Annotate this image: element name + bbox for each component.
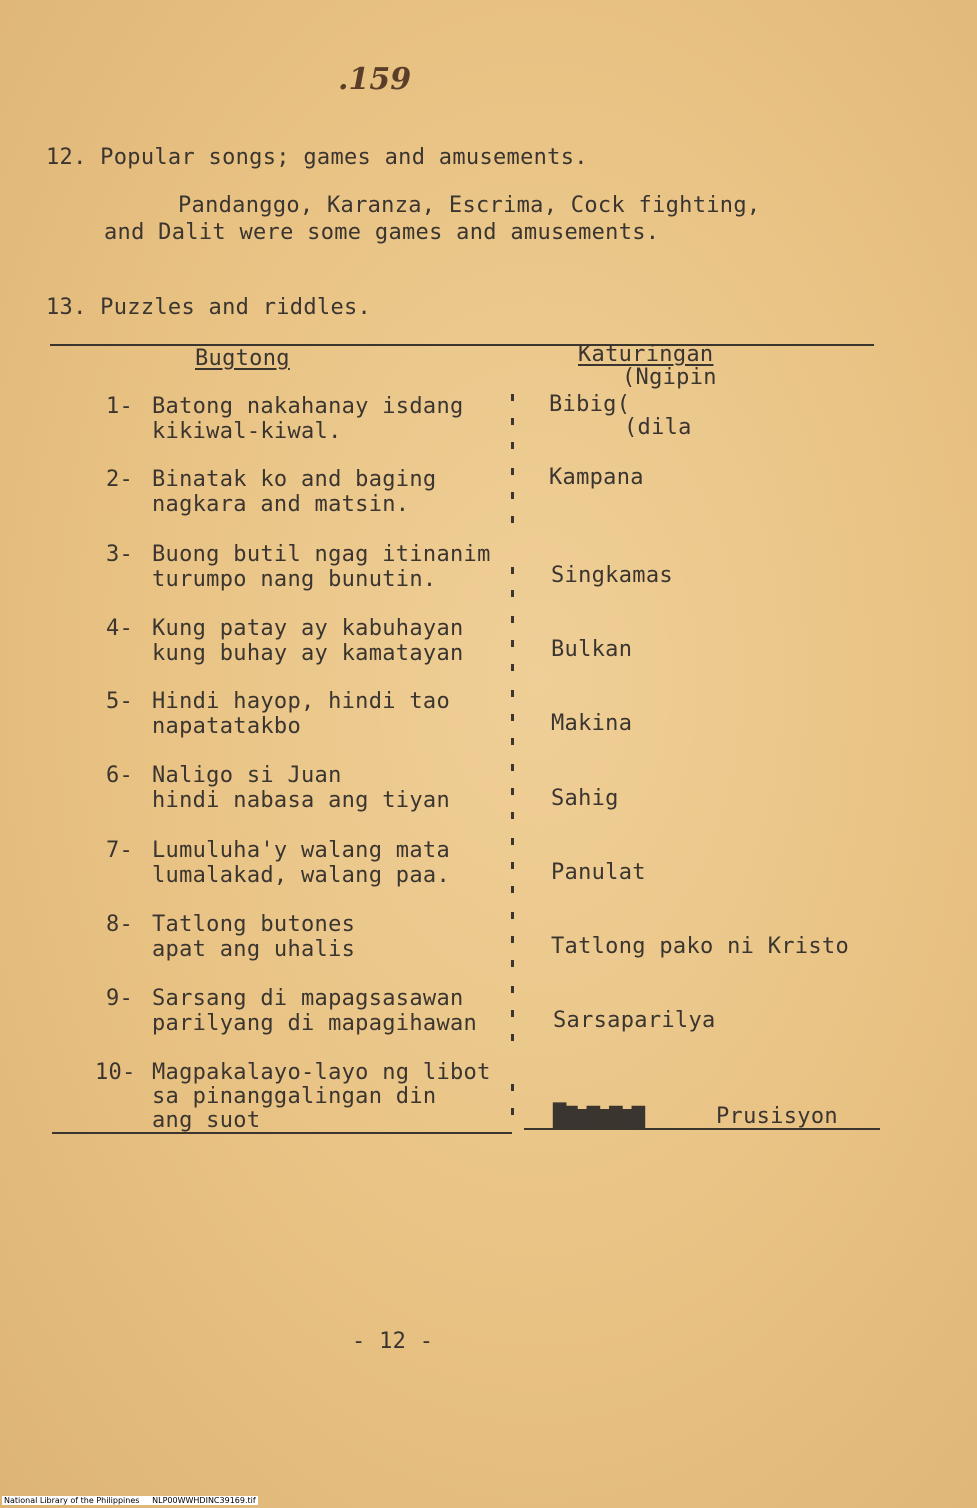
riddle-line: kikiwal-kiwal.: [152, 419, 342, 444]
riddle-line: parilyang di mapagihawan: [152, 1011, 478, 1036]
column-header-bugtong: Bugtong: [195, 346, 290, 371]
riddle-number: 6-: [106, 763, 134, 788]
riddle-line: Buong butil ngag itinanim: [152, 542, 491, 567]
answer: Makina: [551, 711, 633, 736]
riddle-number: 8-: [106, 912, 134, 937]
riddle-number: 7-: [106, 838, 134, 863]
riddle-number: 3-: [106, 542, 134, 567]
riddle-line: Lumuluha'y walang mata: [152, 838, 450, 863]
table-top-rule: [50, 344, 874, 346]
table-bottom-rule-right: [524, 1128, 880, 1130]
riddle-line: Magpakalayo-layo ng libot: [152, 1060, 491, 1085]
section-13-heading: 13. Puzzles and riddles.: [46, 295, 372, 320]
riddle-line: kung buhay ay kamatayan: [152, 641, 464, 666]
riddle-line: Binatak ko and baging: [152, 467, 437, 492]
riddle-number: 1-: [106, 394, 134, 419]
column-separator-ticks: [506, 390, 520, 1135]
riddle-line: Naligo si Juan: [152, 763, 342, 788]
answer: Sahig: [551, 786, 619, 811]
riddle-number: 2-: [106, 467, 134, 492]
riddle-line: Kung patay ay kabuhayan: [152, 616, 464, 641]
section-12-heading: 12. Popular songs; games and amusements.: [46, 145, 588, 170]
answer: Bulkan: [551, 637, 633, 662]
section-12-body-line-1: Pandanggo, Karanza, Escrima, Cock fighting,: [178, 193, 761, 218]
answer: Prusisyon: [716, 1104, 838, 1129]
answer-line: (Ngipin: [622, 365, 717, 390]
page-stamp: .159: [338, 62, 412, 97]
riddle-number: 10-: [95, 1060, 136, 1085]
riddle-line: turumpo nang bunutin.: [152, 567, 437, 592]
answer: Panulat: [551, 860, 646, 885]
page-number: - 12 -: [352, 1329, 434, 1354]
riddle-line: ang suot: [152, 1108, 261, 1133]
scan-footer: National Library of the Philippines NLP00WWHDINC39169.tif: [4, 1496, 256, 1505]
answer: Kampana: [549, 465, 644, 490]
riddle-line: Batong nakahanay isdang: [152, 394, 464, 419]
riddle-line: apat ang uhalis: [152, 937, 356, 962]
riddle-line: lumalakad, walang paa.: [152, 863, 450, 888]
answer-line: (dila: [624, 415, 692, 440]
column-header-katuringan: Katuringan: [578, 342, 714, 367]
answer: Sarsaparilya: [553, 1008, 716, 1033]
riddle-line: napatatakbo: [152, 714, 301, 739]
answer: Tatlong pako ni Kristo: [551, 934, 849, 959]
answer: Singkamas: [551, 563, 673, 588]
riddle-number: 4-: [106, 616, 134, 641]
answer-line: Bibig(: [549, 392, 631, 417]
riddle-line: hindi nabasa ang tiyan: [152, 788, 450, 813]
riddle-number: 5-: [106, 689, 134, 714]
section-12-body-line-2: and Dalit were some games and amusements.: [104, 220, 660, 245]
riddle-line: nagkara and matsin.: [152, 492, 410, 517]
table-bottom-rule-left: [52, 1132, 512, 1134]
riddle-line: sa pinanggalingan din: [152, 1084, 437, 1109]
riddle-line: Sarsang di mapagsasawan: [152, 986, 464, 1011]
riddle-line: Tatlong butones: [152, 912, 356, 937]
struck-out-text: █▇▆▇▆▇▆▇: [553, 1104, 643, 1129]
riddle-line: Hindi hayop, hindi tao: [152, 689, 450, 714]
riddle-number: 9-: [106, 986, 134, 1011]
